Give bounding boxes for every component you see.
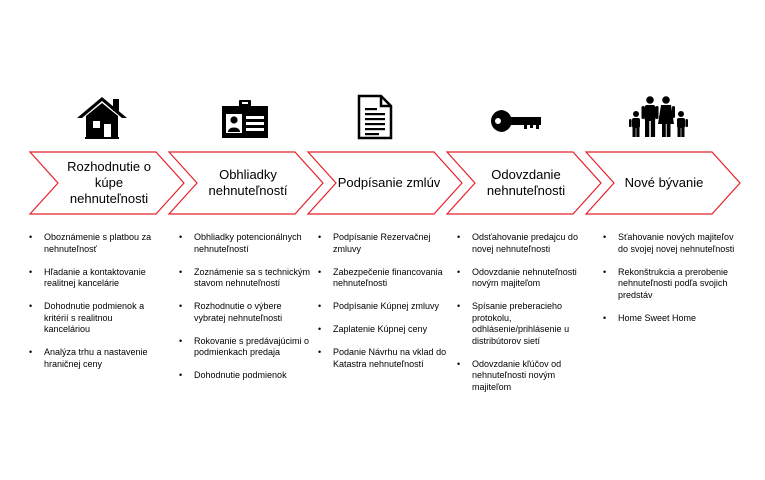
- list-item: • Dohodnutie podmienok a kritérií s realitnou kanceláriou: [26, 301, 158, 336]
- list-item: • Sťahovanie nových majiteľov do svojej novej nehnuteľnosti: [600, 232, 746, 255]
- list-item: • Odovzdanie nehnuteľnosti novým majiteľom: [454, 267, 596, 290]
- list-item: • Podanie Návrhu na vklad do Katastra nehnuteľností: [315, 347, 451, 370]
- list-item: • Rozhodnutie o výbere vybratej nehnuteľnosti: [176, 301, 312, 324]
- list-item: • Rokovanie s predávajúcimi o podmienkach predaja: [176, 336, 312, 359]
- list-item: • Odsťahovanie predajcu do novej nehnuteľnosti: [454, 232, 596, 255]
- list-item: • Home Sweet Home: [600, 313, 746, 325]
- list-item: • Podpísanie Rezervačnej zmluvy: [315, 232, 451, 255]
- step-3-list: [315, 232, 451, 382]
- list-item: • Zabezpečenie financovania nehnuteľnosti: [315, 267, 451, 290]
- list-item: • Obhliadky potencionálnych nehnuteľností: [176, 232, 312, 255]
- step-title-1: Rozhodnutie o kúpe nehnuteľnosti: [67, 159, 151, 206]
- list-item: • Analýza trhu a nastavenie hraničnej ceny: [26, 347, 158, 370]
- step-5-list: [600, 232, 746, 336]
- step-title-2: Obhliadky nehnuteľností: [208, 167, 288, 198]
- list-item: • Zaplatenie Kúpnej ceny: [315, 324, 451, 336]
- list-item: • Hľadanie a kontaktovanie realitnej kancelárie: [26, 267, 158, 290]
- list-item: • Rekonštrukcia a prerobenie nehnuteľnosti podľa svojich predstáv: [600, 267, 746, 302]
- list-item: • Dohodnutie podmienok: [176, 370, 312, 382]
- step-title-3: Podpísanie zmlúv: [337, 175, 441, 190]
- step-title-5: Nové bývanie: [624, 175, 704, 190]
- step-2-list: [176, 232, 312, 393]
- step-4-list: [454, 232, 596, 405]
- step-title-4: Odovzdanie nehnuteľnosti: [486, 167, 566, 198]
- list-item: • Zoznámenie sa s technickým stavom nehnuteľností: [176, 267, 312, 290]
- step-1-list: [26, 232, 158, 382]
- list-item: • Spísanie preberacieho protokolu, odhlásenie/prihlásenie u distribútorov sietí: [454, 301, 596, 347]
- list-item: • Odovzdanie kľúčov od nehnuteľnosti novým majiteľom: [454, 359, 596, 394]
- list-item: • Podpísanie Kúpnej zmluvy: [315, 301, 451, 313]
- list-item: • Oboznámenie s platbou za nehnuteľnosť: [26, 232, 158, 255]
